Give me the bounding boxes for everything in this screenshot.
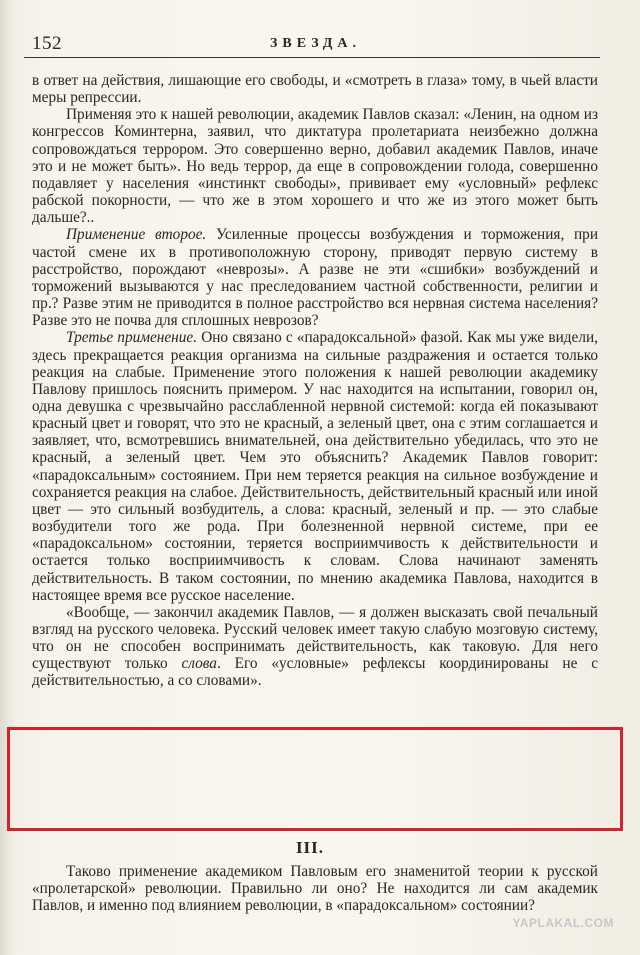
paragraph-highlighted-quote [32,604,598,690]
journal-title: ЗВЕЗДА. [270,36,362,51]
closing-section [32,863,598,914]
article-body [32,72,598,690]
binding-shadow [0,0,14,955]
quote-text-after: . Его «условные» рефлексы координированы не с действительностью, а со словами». [32,655,599,690]
quote-text-before: «Вообще, — закончил академик Павлов, — я должен высказать свой печальный взгляд на русского человека. Русский человек имеет такую слабую мозговую систему, что он не способен воспринимать действительность, как таковую. Для него существуют только [32,603,598,673]
paragraph-lead: Применение второе. [66,226,207,244]
paragraph-lead: Третье применение. [66,329,198,347]
page-number: 152 [32,33,62,54]
red-highlight-box [7,727,623,831]
paragraph-second-application [32,226,598,329]
header-rule [24,57,600,58]
paragraph-third-application [32,329,598,604]
paragraph-continued: в ответ на действия, лишающие его свободы, и «смотреть в глаза» тому, в чьей власти меры репрессии. [32,72,598,107]
paragraph-text: Оно связано с «парадоксальной» фазой. Как мы уже видели, здесь прекращается реакция организма на сильные раздражения и остается только реакция на слабые. Применение этого положения к нашей революции академику Павлову пришлось пояснить примером. У нас находится на испытании, говорил он, одна девушка с чрезвычайно расслабленной нервной системой: когда ей показывают красный цвет и говорят, что это не красный, а зеленый цвет, она с этим соглашается и заявляет, что, всмотревшись внимательней, она действительно убедилась, что это не красный, а зеленый цвет. Чем это объяснить? Академик Павлов говорит: «парадоксальным» состоянием. При нем теряется реакция на сильное возбуждение и сохраняется реакция на слабое. Действительность, действительный красный или иной цвет — это сильный возбудитель, а слова: красный, зеленый и пр. — это слабые возбудители того же рода. При болезненной нервной системе, при ее «парадоксальном» состоянии, теряется восприимчивость к действительности и остается только восприимчивость к словам. Слова начинают заменять действительность. В таком состоянии, по мнению академика Павлова, находится в настоящее время все русское население. [32,329,598,604]
paragraph-pavlov-terror: Применяя это к нашей революции, академик Павлов сказал: «Ленин, на одном из конгрессов Коминтерна, заявил, что диктатура пролетариата неизбежно должна сопровождаться террором. Это совершенно верно, добавил академик Павлов, иначе это и не может быть». Но ведь террор, да еще в сопровождении голода, совершенно подавляет у населения «инстинкт свободы», прививает ему «условный» рефлекс рабской покорности, — что же в этом хорошего и что же из этого может быть дальше?.. [32,106,598,227]
paragraph-closing: Таково применение академиком Павловым его знаменитой теории к русской «пролетарской» революции. Правильно ли оно? Не находится ли сам академик Павлов, и именно под влиянием революции, в «парадоксальном» состоянии? [32,863,598,915]
running-header [18,30,584,58]
paragraph-text: Усиленные процессы возбуждения и торможения, при частой смене их в противоположную сторону, приводят первую систему в расстройство, порождают «неврозы». А разве не эти «сшибки» возбуждений и торможений вызываются у нас преследованием частной собственности, религии и пр.? Разве этим не приводится в полное расстройство вся нервная система населения? Разве это не почва для сплошных неврозов? [32,226,599,330]
section-number: III. [295,838,325,857]
quote-emphasis: слова [181,655,217,673]
watermark-logo: YAPLAKAL.COM [512,916,614,930]
